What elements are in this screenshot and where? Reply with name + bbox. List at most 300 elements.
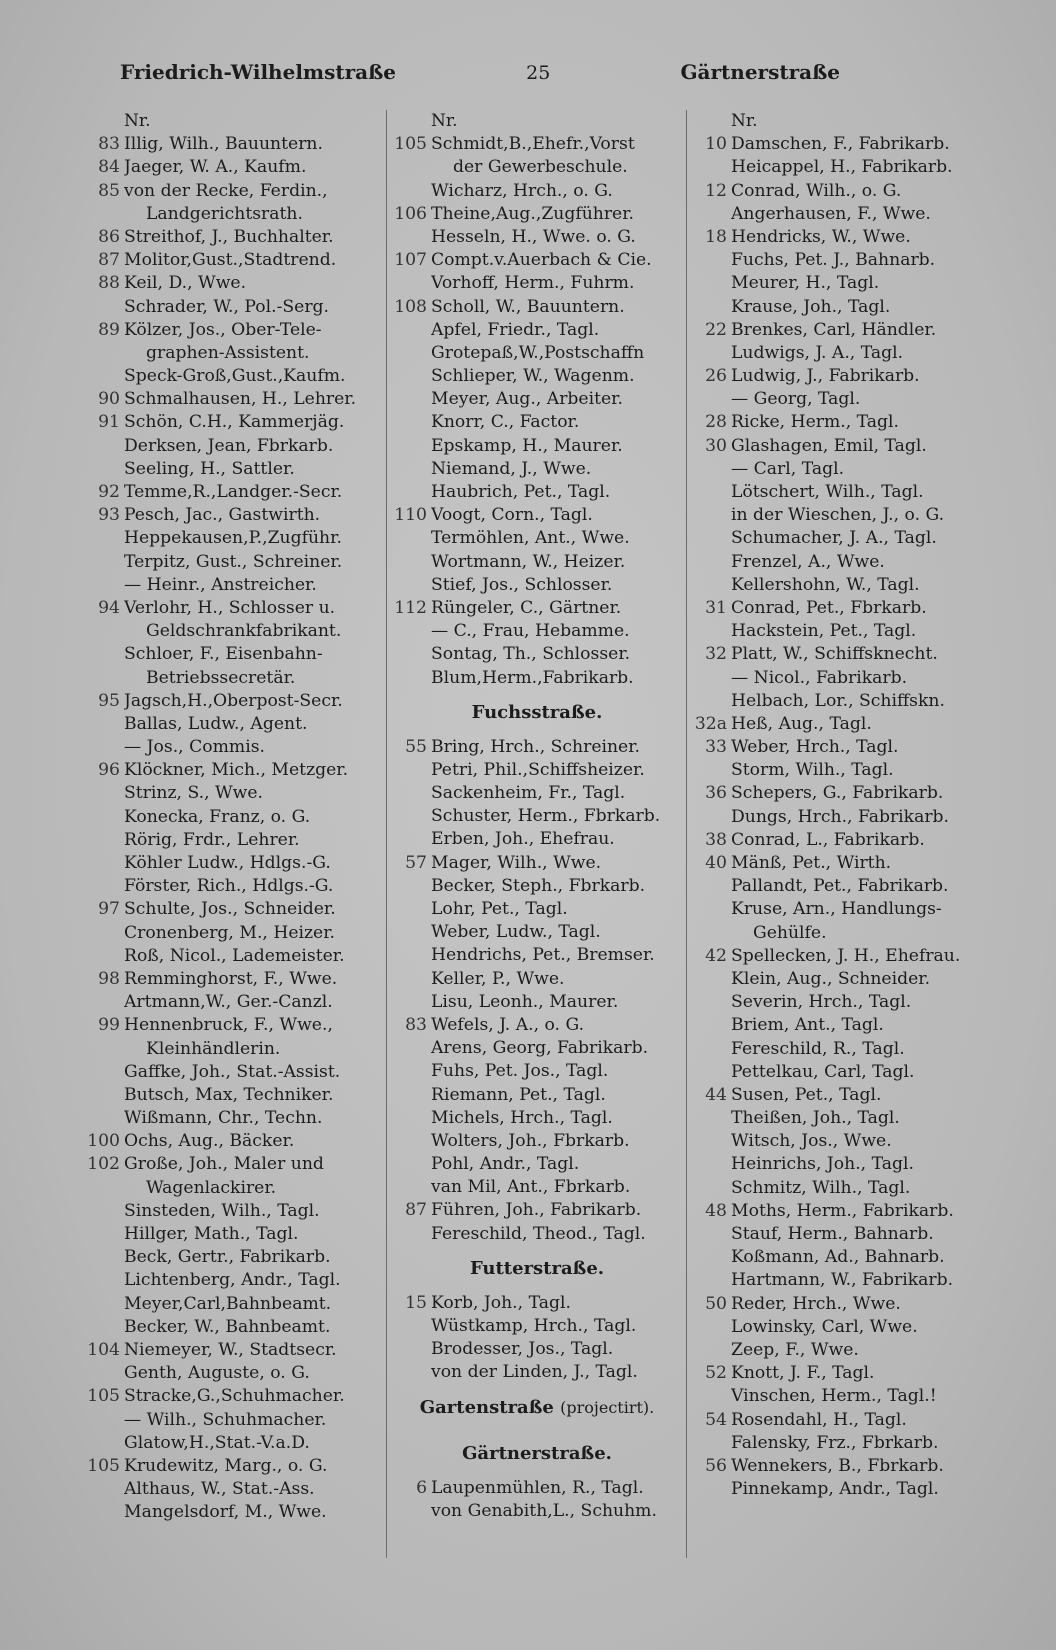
house-number <box>391 272 431 295</box>
house-number <box>84 110 124 133</box>
house-number: 55 <box>405 736 427 757</box>
house-number <box>84 1269 124 1292</box>
directory-entry <box>84 504 380 527</box>
house-number <box>391 944 431 967</box>
house-number <box>84 1200 124 1223</box>
directory-entry <box>84 1339 380 1362</box>
resident-text: Große, Joh., Maler und <box>124 1154 324 1175</box>
resident-text: Kruse, Arn., Handlungs- <box>731 899 942 920</box>
directory-entry <box>391 1338 683 1361</box>
house-number <box>691 759 731 782</box>
resident-text: Illig, Wilh., Bauuntern. <box>124 134 323 155</box>
column-right <box>686 110 991 1558</box>
resident-text: Becker, Steph., Fbrkarb. <box>431 875 646 896</box>
resident-text: Butsch, Max, Techniker. <box>124 1084 334 1105</box>
house-number <box>84 1478 124 1501</box>
house-number <box>84 829 124 852</box>
resident-text: Rüngeler, C., Gärtner. <box>431 597 622 618</box>
resident-text: Weber, Hrch., Tagl. <box>731 737 899 758</box>
resident-text: in der Wieschen, J., o. G. <box>731 505 945 526</box>
house-number: 54 <box>705 1409 727 1430</box>
resident-text: Schloer, F., Eisenbahn- <box>124 644 323 665</box>
resident-text: Vinschen, Herm., Tagl.! <box>731 1386 937 1407</box>
house-number <box>84 991 124 1014</box>
resident-text: Kleinhändlerin. <box>146 1038 281 1059</box>
house-number <box>691 1014 731 1037</box>
house-number <box>391 458 431 481</box>
directory-entry <box>691 1409 991 1432</box>
directory-entry <box>391 1107 683 1130</box>
resident-text: Ludwig, J., Fabrikarb. <box>731 366 920 387</box>
directory-entry <box>391 620 683 643</box>
resident-text: Konecka, Franz, o. G. <box>124 806 311 827</box>
directory-entry <box>691 203 991 226</box>
directory-entry <box>691 620 991 643</box>
directory-entry <box>391 782 683 805</box>
house-number <box>84 527 124 550</box>
resident-text: Riemann, Pet., Tagl. <box>431 1084 606 1105</box>
house-number: 105 <box>394 134 427 155</box>
directory-entry <box>391 365 683 388</box>
house-number: 112 <box>394 597 427 618</box>
house-number: 91 <box>98 412 120 433</box>
house-number <box>691 156 731 179</box>
resident-text: Heß, Aug., Tagl. <box>731 713 872 734</box>
street-note: (projectirt). <box>560 1397 655 1417</box>
house-number <box>391 1084 431 1107</box>
resident-text: Brodesser, Jos., Tagl. <box>431 1339 614 1360</box>
directory-entry <box>84 620 380 643</box>
directory-entry <box>691 319 991 342</box>
house-number: 110 <box>394 505 427 526</box>
house-number <box>691 1385 731 1408</box>
directory-entry <box>84 1061 380 1084</box>
resident-text: von der Recke, Ferdin., <box>124 180 328 201</box>
directory-entry <box>391 1176 683 1199</box>
directory-entry <box>84 1409 380 1432</box>
directory-entry <box>84 922 380 945</box>
directory-entry <box>84 319 380 342</box>
resident-text: Förster, Rich., Hdlgs.-G. <box>124 876 334 897</box>
house-number: 100 <box>87 1131 120 1152</box>
house-number <box>84 1316 124 1339</box>
resident-text: Erben, Joh., Ehefrau. <box>431 829 615 850</box>
directory-entry <box>691 1084 991 1107</box>
directory-entry <box>84 829 380 852</box>
house-number <box>691 272 731 295</box>
resident-text: Vorhoff, Herm., Fuhrm. <box>431 273 635 294</box>
house-number: 57 <box>405 852 427 873</box>
directory-entry <box>691 1061 991 1084</box>
house-number <box>391 805 431 828</box>
directory-entry <box>84 1269 380 1292</box>
directory-entry <box>84 1177 380 1200</box>
directory-entry <box>84 1432 380 1455</box>
directory-entry <box>691 1478 991 1501</box>
house-number <box>84 435 124 458</box>
house-number <box>391 1500 431 1523</box>
resident-text: Wicharz, Hrch., o. G. <box>431 180 613 201</box>
directory-entry <box>391 875 683 898</box>
house-number <box>391 667 431 690</box>
directory-entry <box>691 968 991 991</box>
house-number <box>391 968 431 991</box>
house-number: 98 <box>98 968 120 989</box>
house-number <box>391 1153 431 1176</box>
resident-text: Knott, J. F., Tagl. <box>731 1363 875 1384</box>
house-number <box>691 110 731 133</box>
page-header <box>120 60 840 96</box>
resident-text: Dungs, Hrch., Fabrikarb. <box>731 806 950 827</box>
house-number <box>391 180 431 203</box>
house-number <box>691 1130 731 1153</box>
resident-text: — C., Frau, Hebamme. <box>431 621 630 642</box>
directory-entry <box>691 922 991 945</box>
directory-entry <box>391 411 683 434</box>
resident-text: Haubrich, Pet., Tagl. <box>431 482 611 502</box>
house-number <box>691 806 731 829</box>
directory-entry <box>84 1316 380 1339</box>
resident-text: Geldschrankfabrikant. <box>146 621 342 642</box>
directory-entry <box>691 226 991 249</box>
house-number: 106 <box>394 203 427 224</box>
resident-text: — Wilh., Schuhmacher. <box>124 1409 327 1430</box>
resident-text: Platt, W., Schiffsknecht. <box>731 644 938 665</box>
directory-entry <box>691 1455 991 1478</box>
house-number: 86 <box>98 226 120 247</box>
house-number: 88 <box>98 273 120 294</box>
house-number <box>84 342 124 365</box>
directory-entry <box>391 1199 683 1222</box>
house-number: 28 <box>705 412 727 433</box>
resident-text: Glashagen, Emil, Tagl. <box>731 435 927 456</box>
house-number: 10 <box>705 134 727 155</box>
directory-entry <box>391 133 683 156</box>
resident-text: Betriebssecretär. <box>146 667 296 688</box>
house-number: 87 <box>405 1200 427 1221</box>
house-number <box>391 527 431 550</box>
directory-entry <box>391 1361 683 1384</box>
directory-entry <box>84 690 380 713</box>
directory-entry <box>391 249 683 272</box>
house-number <box>84 713 124 736</box>
house-number <box>691 458 731 481</box>
directory-entry <box>391 1477 683 1500</box>
column-header-row <box>391 110 683 133</box>
directory-entry <box>84 249 380 272</box>
directory-entry <box>391 1084 683 1107</box>
house-number <box>691 1153 731 1176</box>
house-number <box>691 1223 731 1246</box>
directory-entry <box>691 875 991 898</box>
directory-entry <box>691 133 991 156</box>
directory-entry <box>391 574 683 597</box>
directory-entry <box>84 1246 380 1269</box>
directory-entry <box>84 226 380 249</box>
house-number <box>84 296 124 319</box>
house-number <box>691 898 731 921</box>
directory-entry <box>691 1107 991 1130</box>
directory-entry <box>691 1339 991 1362</box>
resident-text: Hesseln, H., Wwe. o. G. <box>431 226 636 247</box>
resident-text: Pohl, Andr., Tagl. <box>431 1154 580 1175</box>
house-number: 6 <box>416 1477 427 1498</box>
directory-entry <box>691 249 991 272</box>
house-number <box>391 319 431 342</box>
directory-entry <box>84 203 380 226</box>
house-number <box>391 574 431 597</box>
house-number <box>691 388 731 411</box>
resident-text: von Genabith,L., Schuhm. <box>431 1500 657 1521</box>
house-number: 83 <box>405 1014 427 1035</box>
resident-text: Moths, Herm., Fabrikarb. <box>731 1200 954 1221</box>
directory-entry <box>691 643 991 666</box>
resident-text: Jagsch,H.,Oberpost-Secr. <box>124 690 343 711</box>
house-number: 33 <box>705 737 727 758</box>
house-number <box>84 574 124 597</box>
directory-entry <box>691 481 991 504</box>
house-number: 96 <box>98 760 120 781</box>
house-number <box>691 342 731 365</box>
directory-entry <box>691 1200 991 1223</box>
directory-entry <box>84 458 380 481</box>
directory-entry <box>84 388 380 411</box>
house-number: 105 <box>87 1455 120 1476</box>
directory-entry <box>391 1223 683 1246</box>
resident-text: Termöhlen, Ant., Wwe. <box>431 528 630 549</box>
resident-text: Terpitz, Gust., Schreiner. <box>124 551 343 572</box>
resident-text: Mänß, Pet., Wirth. <box>731 853 892 873</box>
directory-entry <box>391 1153 683 1176</box>
resident-text: Damschen, F., Fabrikarb. <box>731 134 950 155</box>
directory-entry <box>691 458 991 481</box>
resident-text: Cronenberg, M., Heizer. <box>124 922 336 943</box>
house-number <box>84 667 124 690</box>
directory-entry <box>84 1455 380 1478</box>
resident-text: — Nicol., Fabrikarb. <box>731 667 908 688</box>
resident-text: Zeep, F., Wwe. <box>731 1339 859 1360</box>
directory-entry <box>691 1293 991 1316</box>
house-number: 38 <box>705 829 727 850</box>
directory-entry <box>84 945 380 968</box>
resident-text: Speck-Groß,Gust.,Kaufm. <box>124 366 346 387</box>
house-number <box>84 1038 124 1061</box>
street-name: Gartenstraße <box>419 1396 554 1418</box>
resident-text: der Gewerbeschule. <box>453 157 628 178</box>
resident-text: Schmalhausen, H., Lehrer. <box>124 389 357 410</box>
house-number <box>84 551 124 574</box>
directory-entry <box>391 156 683 179</box>
page-number: 25 <box>526 62 551 84</box>
resident-text: Weber, Ludw., Tagl. <box>431 922 601 943</box>
resident-text: Theißen, Joh., Tagl. <box>731 1108 900 1129</box>
directory-entry <box>391 667 683 690</box>
resident-text: Compt.v.Auerbach & Cie. <box>431 250 652 271</box>
column-middle <box>386 110 683 1558</box>
resident-text: Rörig, Frdr., Lehrer. <box>124 829 300 850</box>
resident-text: Derksen, Jean, Fbrkarb. <box>124 435 334 456</box>
house-number <box>691 1107 731 1130</box>
house-number: 44 <box>705 1084 727 1105</box>
directory-entry <box>391 991 683 1014</box>
house-number <box>391 342 431 365</box>
house-number: 99 <box>98 1015 120 1036</box>
house-number: 83 <box>98 134 120 155</box>
resident-text: Knorr, C., Factor. <box>431 412 580 433</box>
directory-entry <box>391 643 683 666</box>
resident-text: Ludwigs, J. A., Tagl. <box>731 342 904 363</box>
resident-text: Lichtenberg, Andr., Tagl. <box>124 1270 341 1291</box>
house-number: 94 <box>98 597 120 618</box>
house-number <box>391 1361 431 1384</box>
directory-entry <box>391 1500 683 1523</box>
house-number <box>691 504 731 527</box>
directory-entry <box>84 782 380 805</box>
directory-entry <box>691 388 991 411</box>
house-number <box>84 1432 124 1455</box>
house-number <box>391 1315 431 1338</box>
directory-entry <box>391 898 683 921</box>
directory-entry <box>84 180 380 203</box>
house-number: 31 <box>705 597 727 618</box>
resident-text: Petri, Phil.,Schiffsheizer. <box>431 759 645 780</box>
directory-entry <box>691 435 991 458</box>
directory-entry <box>391 319 683 342</box>
house-number <box>691 620 731 643</box>
resident-text: Fereschild, R., Tagl. <box>731 1038 905 1059</box>
directory-entry <box>391 342 683 365</box>
directory-entry <box>691 759 991 782</box>
house-number <box>84 458 124 481</box>
house-number <box>84 1362 124 1385</box>
resident-text: Arens, Georg, Fabrikarb. <box>431 1038 649 1059</box>
resident-text: Scholl, W., Bauuntern. <box>431 296 625 317</box>
house-number <box>691 574 731 597</box>
house-number <box>84 1084 124 1107</box>
house-number <box>691 1038 731 1061</box>
house-number <box>691 968 731 991</box>
street-heading <box>391 1385 683 1431</box>
house-number <box>391 921 431 944</box>
directory-entry <box>691 1153 991 1176</box>
directory-entry <box>84 852 380 875</box>
directory-entry <box>84 156 380 179</box>
directory-entry <box>84 1014 380 1037</box>
house-number <box>691 922 731 945</box>
directory-entry <box>691 504 991 527</box>
directory-entry <box>391 388 683 411</box>
resident-text: Lohr, Pet., Tagl. <box>431 899 568 919</box>
house-number <box>391 782 431 805</box>
directory-entry <box>391 296 683 319</box>
directory-entry <box>391 180 683 203</box>
directory-entry <box>391 736 683 759</box>
resident-text: Klein, Aug., Schneider. <box>731 968 931 989</box>
house-number <box>391 898 431 921</box>
directory-entry <box>391 458 683 481</box>
directory-entry <box>391 527 683 550</box>
resident-text: Blum,Herm.,Fabrikarb. <box>431 667 634 688</box>
house-number: 89 <box>98 319 120 340</box>
resident-text: Klöckner, Mich., Metzger. <box>124 760 349 781</box>
resident-text: Laupenmühlen, R., Tagl. <box>431 1477 644 1498</box>
resident-text: Susen, Pet., Tagl. <box>731 1084 882 1105</box>
resident-text: Keil, D., Wwe. <box>124 273 247 294</box>
house-number <box>391 481 431 504</box>
resident-text: Hillger, Math., Tagl. <box>124 1224 299 1244</box>
directory-entry <box>84 968 380 991</box>
house-number <box>391 875 431 898</box>
directory-entry <box>391 805 683 828</box>
house-number <box>691 1478 731 1501</box>
house-number <box>391 551 431 574</box>
resident-text: Kölzer, Jos., Ober-Tele- <box>124 319 322 340</box>
resident-text: Grotepaß,W.,Postschaffn <box>431 342 645 363</box>
resident-text: Apfel, Friedr., Tagl. <box>431 319 600 340</box>
resident-text: Severin, Hrch., Tagl. <box>731 992 912 1013</box>
resident-text: Wüstkamp, Hrch., Tagl. <box>431 1316 637 1336</box>
street-name: Fuchsstraße. <box>471 701 603 723</box>
resident-text: Stief, Jos., Schlosser. <box>431 574 613 595</box>
resident-text: Remminghorst, F., Wwe. <box>124 968 338 989</box>
directory-entry <box>691 690 991 713</box>
resident-text: Conrad, Pet., Fbrkarb. <box>731 597 927 618</box>
resident-text: Wagenlackirer. <box>146 1177 277 1198</box>
resident-text: Wennekers, B., Fbrkarb. <box>731 1455 944 1476</box>
directory-entry <box>391 1037 683 1060</box>
resident-text: Hennenbruck, F., Wwe., <box>124 1015 333 1036</box>
directory-entry <box>84 875 380 898</box>
running-head-left: Friedrich-Wilhelmstraße <box>120 60 396 84</box>
resident-text: Brenkes, Carl, Händler. <box>731 319 937 340</box>
house-number: 108 <box>394 296 427 317</box>
house-number <box>84 203 124 226</box>
house-number <box>691 1432 731 1455</box>
resident-text: Schulte, Jos., Schneider. <box>124 899 336 920</box>
directory-entry <box>691 551 991 574</box>
house-number <box>691 875 731 898</box>
resident-text: Mager, Wilh., Wwe. <box>431 852 602 873</box>
directory-entry <box>84 1223 380 1246</box>
directory-entry <box>391 968 683 991</box>
directory-entry <box>84 435 380 458</box>
house-number <box>391 1223 431 1246</box>
directory-entry <box>691 667 991 690</box>
resident-text: Beck, Gertr., Fabrikarb. <box>124 1247 331 1268</box>
resident-text: Schepers, G., Fabrikarb. <box>731 783 944 804</box>
resident-text: Lötschert, Wilh., Tagl. <box>731 482 924 502</box>
house-number: 87 <box>98 250 120 271</box>
directory-entry <box>691 991 991 1014</box>
house-number: 84 <box>98 157 120 178</box>
directory-entry <box>691 180 991 203</box>
house-number: 92 <box>98 482 120 502</box>
resident-text: Niemeyer, W., Stadtsecr. <box>124 1339 337 1360</box>
house-number <box>84 1501 124 1524</box>
house-number <box>691 1316 731 1339</box>
street-name: Futterstraße. <box>469 1257 605 1279</box>
resident-text: Hackstein, Pet., Tagl. <box>731 621 917 642</box>
resident-text: Fuhs, Pet. Jos., Tagl. <box>431 1061 609 1082</box>
column-header-row <box>691 110 991 133</box>
house-number <box>691 1269 731 1292</box>
house-number <box>691 690 731 713</box>
house-number <box>84 1061 124 1084</box>
directory-entry <box>84 1153 380 1176</box>
resident-text: Artmann,W., Ger.-Canzl. <box>124 992 333 1013</box>
directory-entry <box>84 1293 380 1316</box>
resident-text: Seeling, H., Sattler. <box>124 458 295 479</box>
